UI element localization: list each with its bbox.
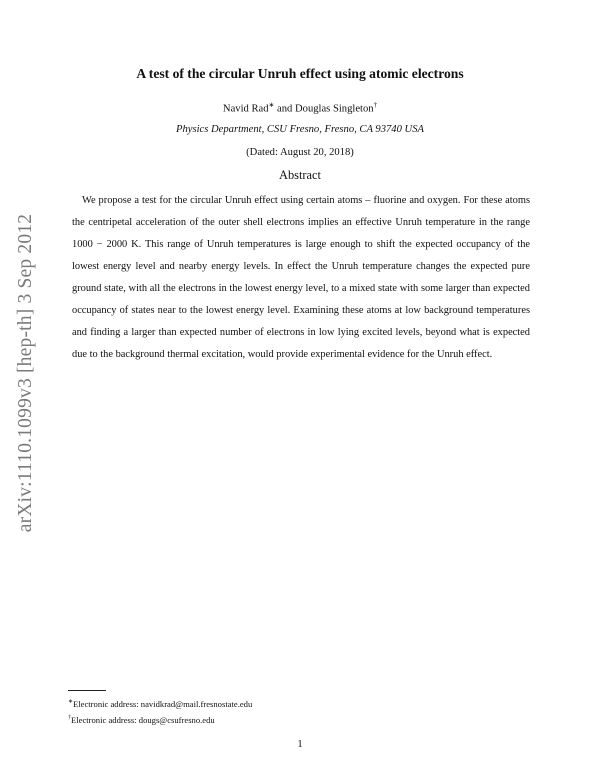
footnote-mark: ∗ [268, 101, 275, 109]
footnote-mark: ∗ [68, 699, 74, 705]
footnote-text: Electronic address: dougs@csufresno.edu [71, 714, 215, 725]
affiliation: Physics Department, CSU Fresno, Fresno, CA 93740 USA [176, 124, 424, 135]
author-name: Navid Rad [222, 103, 269, 115]
paper-title: A test of the circular Unruh effect using atomic electrons [136, 66, 464, 81]
footnotes [68, 695, 252, 727]
footnote-mark: † [68, 714, 71, 721]
author-name: Douglas Singleton [295, 103, 374, 115]
footnote-mark: † [373, 101, 378, 109]
abstract-text: We propose a test for the circular Unruh effect using certain atoms – fluorine and oxygen. For these atoms the centripetal acceleration of the outer shell electrons implies an effective Unruh temperature in the range 1000 − 2000 K. This range of Unruh temperatures is large enough to shift the expected occupancy of the lowest energy level and nearby energy levels. In effect the Unruh temperature changes the expected pure ground state, with all the electrons in the lowest energy level, to a mixed state with some larger than expected occupancy of states near to the lowest energy level. Examining these atoms at low background temperatures and finding a larger than expected number of electrons in low lying excited levels, beyond what is expected due to the background thermal excitation, would provide experimental evidence for the Unruh effect. [72, 195, 530, 360]
footnote-divider [68, 690, 106, 691]
author-line [0, 101, 600, 115]
footnote-text: Electronic address: navidkrad@mail.fresnostate.edu [73, 698, 253, 709]
author-conjunction: and [274, 103, 295, 115]
page-number: 1 [297, 739, 303, 750]
date-line: (Dated: August 20, 2018) [246, 147, 354, 158]
footnote-item [68, 695, 252, 711]
arxiv-stamp [8, 205, 44, 541]
footnote-item [68, 711, 252, 727]
arxiv-identifier: arXiv:1110.1099v3 [hep-th] 3 Sep 2012 [15, 213, 37, 533]
abstract-heading: Abstract [279, 168, 321, 182]
